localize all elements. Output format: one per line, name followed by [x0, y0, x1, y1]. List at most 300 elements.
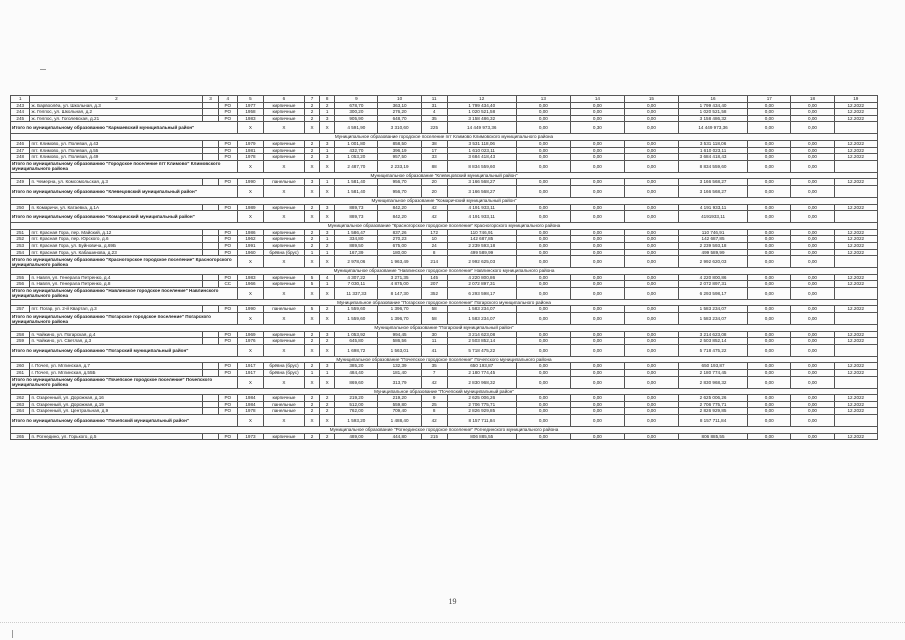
table-cell: 0,00	[791, 242, 834, 249]
table-cell: 0,00	[570, 370, 624, 377]
table-cell: 42	[421, 376, 447, 388]
table-cell: X	[320, 376, 335, 388]
table-cell: 0,00	[516, 115, 570, 122]
table-cell: 2	[305, 109, 320, 116]
table-cell: X	[237, 122, 263, 134]
header-cell: 15	[624, 96, 678, 103]
table-cell: 1 610 023,11	[678, 147, 747, 154]
table-cell: 243	[11, 102, 30, 109]
table-cell: 0,00	[748, 306, 791, 313]
table-cell: 253	[11, 242, 30, 249]
table-cell: 0,00	[791, 115, 834, 122]
table-cell: 0,00	[748, 274, 791, 281]
table-cell: 260	[11, 363, 30, 370]
table-cell: 0,00	[748, 229, 791, 236]
table-cell: 0,00	[516, 229, 570, 236]
table-cell: 3 531 118,06	[678, 140, 747, 147]
table-cell	[203, 242, 218, 249]
table-cell: 33	[421, 154, 447, 161]
table-cell: 0,00	[516, 211, 570, 223]
table-cell: X	[263, 160, 304, 172]
table-cell: 0,00	[516, 274, 570, 281]
table-cell: 957,50	[378, 154, 421, 161]
header-cell: 7	[305, 96, 320, 103]
table-cell: п. Рогнедино, ул. Горького, д.5	[30, 433, 203, 440]
table-cell: 2 826 929,85	[447, 408, 516, 415]
table-cell: X	[263, 313, 304, 325]
table-cell: X	[237, 344, 263, 356]
header-row	[11, 96, 878, 103]
table-cell: 3 271,35	[378, 274, 421, 281]
table-cell: 250	[11, 204, 30, 211]
table-cell: 265	[11, 433, 30, 440]
table-cell: 264	[11, 408, 30, 415]
table-cell: PO	[218, 401, 237, 408]
table-cell: X	[263, 344, 304, 356]
table-cell: 0,00	[516, 102, 570, 109]
table-cell: 1983	[237, 274, 263, 281]
table-cell: 869,60	[335, 376, 378, 388]
table-cell: 0,00	[570, 102, 624, 109]
total-row	[11, 256, 878, 268]
table-cell: 1 020 521,58	[678, 109, 747, 116]
table-cell	[203, 363, 218, 370]
table-cell: 42	[421, 204, 447, 211]
table-cell: 215	[421, 433, 447, 440]
table-cell: 2	[305, 102, 320, 109]
table-cell: 0,00	[516, 109, 570, 116]
table-cell: 30	[421, 331, 447, 338]
table-cell: 5	[305, 274, 320, 281]
table-cell: 4	[421, 109, 447, 116]
table-cell: кирпичные	[263, 229, 304, 236]
table-row	[11, 147, 878, 154]
table-cell: 2	[305, 140, 320, 147]
table-cell: 0,00	[516, 401, 570, 408]
table-cell: 0,00	[791, 306, 834, 313]
table-cell: 0,00	[748, 370, 791, 377]
table-cell: 219,20	[378, 395, 421, 402]
table-cell: X	[320, 160, 335, 172]
table-cell: PO	[218, 204, 237, 211]
table-cell: 172	[421, 229, 447, 236]
table-cell: PO	[218, 274, 237, 281]
table-row	[11, 433, 878, 440]
table-cell: 650 193,87	[678, 363, 747, 370]
table-cell: 0,00	[748, 242, 791, 249]
table-cell: 0,00	[516, 160, 570, 172]
table-cell: X	[305, 415, 320, 427]
table-cell: 806 885,55	[447, 433, 516, 440]
table-cell: 0,00	[748, 408, 791, 415]
table-cell: 12.2022	[834, 249, 877, 256]
table-cell: 1 396,70	[378, 306, 421, 313]
table-cell: 1 001,80	[335, 140, 378, 147]
table-cell: 0,00	[516, 376, 570, 388]
table-cell: кирпичные	[263, 102, 304, 109]
table-cell: 8 834 559,60	[447, 160, 516, 172]
table-cell: г. Почеп, ул. Мглинская, д.55Б	[30, 370, 203, 377]
table-cell: 1981	[237, 147, 263, 154]
table-cell: 0,00	[516, 306, 570, 313]
table-cell: 38	[421, 140, 447, 147]
table-cell: 0,00	[516, 281, 570, 288]
table-cell: 41	[421, 344, 447, 356]
table-cell: 0,00	[516, 242, 570, 249]
header-cell: 11	[421, 96, 447, 103]
table-cell: 0,00	[748, 344, 791, 356]
table-cell	[834, 185, 877, 197]
table-cell: 0,00	[748, 281, 791, 288]
table-cell	[203, 236, 218, 243]
table-cell: 559,80	[378, 401, 421, 408]
table-cell: 2	[320, 102, 335, 109]
table-cell: 251	[11, 229, 30, 236]
table-cell: 0,00	[791, 204, 834, 211]
table-cell: 0,00	[791, 370, 834, 377]
table-cell: PO	[218, 115, 237, 122]
table-cell: 648,70	[378, 115, 421, 122]
table-cell: X	[263, 415, 304, 427]
table-cell: 0,00	[570, 313, 624, 325]
table-cell: 0,00	[748, 122, 791, 134]
table-cell: 0,00	[791, 160, 834, 172]
table-cell: 244	[11, 109, 30, 116]
table-cell: 2 233,19	[378, 160, 421, 172]
table-row	[11, 179, 878, 186]
table-cell: 1 581,40	[335, 179, 378, 186]
table-cell	[203, 274, 218, 281]
table-cell: 2 706 775,71	[678, 401, 747, 408]
section-row	[11, 268, 878, 275]
table-cell: 2 503 852,14	[678, 338, 747, 345]
table-cell	[203, 204, 218, 211]
table-cell	[834, 211, 877, 223]
table-cell: 0,00	[791, 415, 834, 427]
table-cell: 180,00	[378, 249, 421, 256]
table-cell: 3	[320, 229, 335, 236]
table-cell: 8 147,30	[378, 287, 421, 299]
table-cell: 3	[320, 331, 335, 338]
table-row	[11, 229, 878, 236]
table-cell: 0,00	[748, 102, 791, 109]
table-cell: кирпичные	[263, 433, 304, 440]
table-cell: 0,00	[791, 154, 834, 161]
table-cell	[203, 395, 218, 402]
table-cell: 3	[320, 154, 335, 161]
table-cell: 0,00	[570, 236, 624, 243]
total-row	[11, 376, 878, 388]
table-cell: 0,00	[570, 376, 624, 388]
table-row	[11, 395, 878, 402]
table-cell: 270,23	[378, 236, 421, 243]
table-cell: 11 337,33	[335, 287, 378, 299]
table-cell: 0,00	[570, 306, 624, 313]
table-cell: 0,00	[748, 115, 791, 122]
table-cell: 0,00	[791, 331, 834, 338]
table-cell: 5 718 475,22	[447, 344, 516, 356]
total-label: Итого по муниципальному образованию "Комаричский муниципальный район"	[11, 211, 238, 223]
table-cell: 35	[421, 115, 447, 122]
table-cell: X	[237, 313, 263, 325]
table-cell: 2 830 968,32	[678, 376, 747, 388]
table-cell: п. Чайкино, ул. Светлая, д.3	[30, 338, 203, 345]
total-row	[11, 185, 878, 197]
table-cell: 3 166 568,27	[678, 185, 747, 197]
table-cell: X	[305, 211, 320, 223]
table-cell	[203, 331, 218, 338]
table-cell: 167,39	[335, 249, 378, 256]
table-cell: PO	[218, 154, 237, 161]
table-cell	[834, 376, 877, 388]
table-cell: 6 293 598,17	[678, 287, 747, 299]
table-cell: 2 992 625,03	[447, 256, 516, 268]
table-cell: пгт. Погар, ул. 2-й Квартал, д.3	[30, 306, 203, 313]
table-cell: 2	[320, 338, 335, 345]
table-cell: PO	[218, 306, 237, 313]
table-cell: 12.2022	[834, 154, 877, 161]
table-cell: 12.2022	[834, 338, 877, 345]
table-cell: 2 239 593,18	[447, 242, 516, 249]
table-cell: 1917	[237, 363, 263, 370]
table-cell: 12.2022	[834, 102, 877, 109]
table-cell: 12.2022	[834, 242, 877, 249]
table-cell: 334,80	[335, 236, 378, 243]
table-cell: 3 684 418,43	[447, 154, 516, 161]
section-title: Муниципальное образование "Погарское городское поселение" Погарского муниципального района	[11, 299, 878, 306]
section-row	[11, 325, 878, 332]
table-cell: 0,00	[516, 331, 570, 338]
table-cell: 2	[305, 338, 320, 345]
table-cell: 12.2022	[834, 147, 877, 154]
section-title: Муниципальное образование городское поселение пгт Климово Климовского муниципального района	[11, 134, 878, 141]
table-cell: 0,00	[516, 287, 570, 299]
table-cell: 645,80	[335, 338, 378, 345]
header-cell: 8	[320, 96, 335, 103]
table-cell: 1978	[237, 408, 263, 415]
table-row	[11, 109, 878, 116]
table-cell	[834, 344, 877, 356]
table-cell	[203, 281, 218, 288]
table-cell: 0,00	[570, 160, 624, 172]
scan-mark	[40, 69, 46, 70]
table-cell: 8 157 711,84	[447, 415, 516, 427]
table-cell: 0,00	[791, 395, 834, 402]
table-row	[11, 102, 878, 109]
table-cell: PO	[218, 433, 237, 440]
table-cell: 0,00	[624, 256, 678, 268]
table-cell: 889,73	[335, 204, 378, 211]
section-row	[11, 134, 878, 141]
table-row	[11, 242, 878, 249]
table-cell: 2 625 006,26	[447, 395, 516, 402]
table-cell: 0,00	[570, 147, 624, 154]
header-cell: 17	[748, 96, 791, 103]
table-cell: 1 559,60	[335, 313, 378, 325]
table-cell: 12.2022	[834, 109, 877, 116]
table-cell: 0,00	[791, 401, 834, 408]
table-row	[11, 154, 878, 161]
table-cell: 4 307,22	[335, 274, 378, 281]
table-cell: 7	[421, 370, 447, 377]
header-cell: 16	[678, 96, 747, 103]
table-cell: 1 053,92	[335, 331, 378, 338]
table-cell: 1969	[237, 331, 263, 338]
table-cell: 2	[320, 408, 335, 415]
table-cell: 3	[305, 179, 320, 186]
table-cell: 132,39	[378, 363, 421, 370]
table-cell: пгт. Климово, ул. Полевая, д.49	[30, 154, 203, 161]
table-cell: 1958	[237, 109, 263, 116]
table-cell: 1	[320, 109, 335, 116]
table-cell: 300,20	[335, 109, 378, 116]
table-cell: 0,00	[516, 140, 570, 147]
table-cell: пгт. Красная Гора, пер. Юрского, д.6	[30, 236, 203, 243]
table-cell: панельные	[263, 408, 304, 415]
table-cell: X	[263, 185, 304, 197]
total-row	[11, 160, 878, 172]
table-cell: 586,56	[378, 338, 421, 345]
header-cell: 19	[834, 96, 877, 103]
table-cell: 14 449 973,36	[447, 122, 516, 134]
table-cell: 0,00	[516, 147, 570, 154]
table-cell: 258	[11, 331, 30, 338]
table-cell: 0,00	[748, 287, 791, 299]
table-cell: 12.2022	[834, 281, 877, 288]
table-cell: 3 214 623,08	[678, 331, 747, 338]
total-row	[11, 287, 878, 299]
table-cell: 5 718 475,22	[678, 344, 747, 356]
table-cell: 12.2022	[834, 306, 877, 313]
table-cell: 249	[11, 179, 30, 186]
table-cell: ж. Гелпос, ул. Школьная, д.2	[30, 109, 203, 116]
table-cell: 245	[11, 115, 30, 122]
section-title: Муниципальное образование "Клевецовский муниципальный район"	[11, 172, 878, 179]
table-cell: 0,00	[791, 236, 834, 243]
table-cell: 0,00	[570, 344, 624, 356]
table-cell	[834, 313, 877, 325]
table-cell: 484,40	[335, 370, 378, 377]
section-title: Муниципальное образование "Почепский муниципальный район"	[11, 388, 878, 395]
table-cell: 35	[421, 363, 447, 370]
housing-table	[10, 95, 878, 440]
table-cell: 2	[305, 154, 320, 161]
table-cell: 1	[320, 236, 335, 243]
table-cell: 145	[421, 274, 447, 281]
table-cell: 0,00	[570, 179, 624, 186]
header-cell: 13	[516, 96, 570, 103]
table-cell: 0,00	[570, 274, 624, 281]
table-row	[11, 236, 878, 243]
total-label: Итого по муниципальному образованию "Клевецовский муниципальный район"	[11, 185, 238, 197]
table-cell: п. Озаренный, ул. Центральная, д.9	[30, 408, 203, 415]
table-cell: 1973	[237, 433, 263, 440]
table-cell: кирпичные	[263, 115, 304, 122]
table-cell: 0,00	[748, 109, 791, 116]
table-cell: 0,30	[570, 122, 624, 134]
table-cell: 1 583 234,07	[447, 306, 516, 313]
table-cell: 0,00	[570, 338, 624, 345]
table-cell: PO	[218, 147, 237, 154]
table-cell: X	[320, 287, 335, 299]
table-cell	[203, 370, 218, 377]
table-cell: 0,00	[748, 147, 791, 154]
table-cell: 0,00	[570, 249, 624, 256]
table-cell: 12.2022	[834, 363, 877, 370]
table-cell	[203, 115, 218, 122]
table-cell: 499 589,99	[447, 249, 516, 256]
table-cell: 0,00	[624, 395, 678, 402]
table-cell: 0,00	[624, 147, 678, 154]
table-cell: 3 158 486,32	[447, 115, 516, 122]
table-cell: 858,50	[378, 140, 421, 147]
table-cell: 2	[305, 395, 320, 402]
table-cell: 3 531 118,06	[447, 140, 516, 147]
table-cell: 0,00	[624, 249, 678, 256]
table-cell: 0,00	[748, 211, 791, 223]
table-cell: 1991	[237, 242, 263, 249]
table-cell: 1 581,40	[335, 185, 378, 197]
table-cell: 0,00	[570, 229, 624, 236]
table-cell: 214	[421, 256, 447, 268]
header-cell: 1	[11, 96, 30, 103]
table-cell: 0,00	[516, 415, 570, 427]
table-cell: ж. Гелпос, ул. Гоголевская, д.21	[30, 115, 203, 122]
table-cell: 12.2022	[834, 401, 877, 408]
table-cell: 1 583 234,07	[678, 306, 747, 313]
table-cell	[203, 401, 218, 408]
table-cell: г. Почеп, ул. Мглинская, д.7	[30, 363, 203, 370]
table-cell: 1 488,40	[378, 415, 421, 427]
table-cell: 0,00	[748, 179, 791, 186]
table-cell: 1 559,60	[335, 306, 378, 313]
table-cell: X	[305, 313, 320, 325]
section-title: Муниципальное образование "Почепское городское поселение" Почепского муниципального района	[11, 356, 878, 363]
header-cell: 9	[335, 96, 378, 103]
header-cell: 10	[378, 96, 421, 103]
table-row	[11, 249, 878, 256]
table-cell: X	[320, 415, 335, 427]
table-cell: 1917	[237, 370, 263, 377]
table-cell: 1 583 234,07	[447, 313, 516, 325]
table-cell: 0,00	[570, 140, 624, 147]
table-cell: 0,00	[791, 122, 834, 134]
table-cell: 0,00	[624, 338, 678, 345]
table-cell	[203, 249, 218, 256]
table-cell: 1960	[237, 249, 263, 256]
table-cell: X	[305, 122, 320, 134]
table-cell: п. Чайкино, ул. Погарская, д.4	[30, 331, 203, 338]
table-cell: 4	[320, 274, 335, 281]
table-cell: PO	[218, 229, 237, 236]
table-cell: 0,00	[516, 249, 570, 256]
table-cell: 0,00	[516, 122, 570, 134]
total-row	[11, 415, 878, 427]
table-cell: PO	[218, 109, 237, 116]
page-number: 19	[448, 597, 457, 606]
table-cell: 0,00	[748, 204, 791, 211]
table-cell: 0,00	[624, 287, 678, 299]
section-row	[11, 299, 878, 306]
table-cell: кирпичные	[263, 236, 304, 243]
table-cell: 3 166 568,27	[678, 179, 747, 186]
table-cell: 4 220 800,86	[447, 274, 516, 281]
table-cell: 3 310,60	[378, 122, 421, 134]
table-cell: 42	[421, 415, 447, 427]
table-cell: п. Навля, ул. Генерала Петренко, д.4	[30, 274, 203, 281]
table-cell: брёвна (брус)	[263, 370, 304, 377]
table-row	[11, 115, 878, 122]
